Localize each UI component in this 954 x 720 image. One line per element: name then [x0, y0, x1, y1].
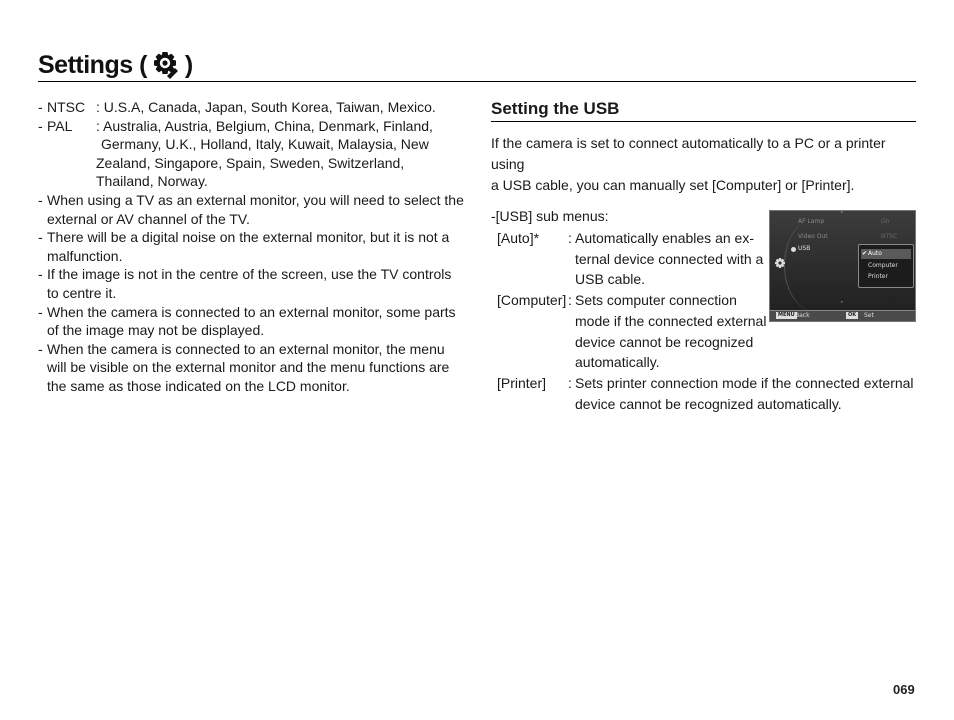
title-prefix: Settings (	[38, 50, 147, 79]
lcd-footer	[770, 310, 915, 321]
term-auto: [Auto]*	[497, 230, 540, 246]
definition-text: device cannot be recognized	[575, 333, 754, 350]
note-text: of the image may not be displayed.	[47, 322, 265, 339]
note-text: When the camera is connected to an external monitor, the menu	[47, 340, 445, 357]
bullet-dash: -	[38, 99, 43, 115]
intro-line: If the camera is set to connect automatically to a PC or a printer using	[491, 135, 886, 172]
option-printer	[861, 272, 911, 282]
note-text: the same as those indicated on the LCD monitor.	[47, 377, 350, 394]
ntsc-label: NTSC	[47, 99, 86, 115]
definition-text: Automatically enables an ex-	[575, 230, 754, 246]
option-computer	[861, 261, 911, 271]
pal-countries-line: Zealand, Singapore, Spain, Sweden, Switzerland,	[96, 154, 405, 171]
term-computer: [Computer]	[497, 292, 567, 309]
pal-countries-line: : Australia, Austria, Belgium, China, Denmark, Finland,	[96, 117, 433, 134]
definition-text: Sets printer connection mode if the connected external	[575, 374, 914, 391]
definition-text: USB cable.	[575, 271, 646, 288]
bullet-dash: -	[38, 117, 43, 134]
definition-text: ternal device connected with a	[575, 250, 764, 267]
section-rule	[491, 121, 916, 122]
menu-item-usb: USB	[798, 245, 811, 252]
ntsc-countries: : U.S.A, Canada, Japan, South Korea, Taiwan, Mexico.	[96, 99, 436, 115]
pal-countries-line: Germany, U.K., Holland, Italy, Kuwait, Malaysia, New	[101, 136, 429, 153]
intro-line: a USB cable, you can manually set [Computer] or [Printer].	[491, 177, 855, 193]
selected-item-dot	[791, 247, 796, 252]
menu-item-video-out: Video Out	[798, 233, 828, 240]
pal-countries-line: Thailand, Norway.	[96, 173, 208, 190]
value-af-lamp: On	[881, 218, 890, 225]
page-title	[38, 50, 193, 80]
definition-text: automatically.	[575, 354, 660, 371]
note-text: external or AV channel of the TV.	[47, 210, 250, 227]
note-text: When the camera is connected to an external monitor, some parts	[47, 303, 456, 320]
term-separator: :	[568, 374, 572, 391]
section-heading: Setting the USB	[491, 99, 620, 118]
tv-notes	[38, 98, 466, 396]
scroll-up-icon: ˆ	[840, 211, 844, 219]
note-text: will be visible on the external monitor and the menu functions are	[47, 359, 450, 376]
option-auto	[861, 249, 911, 259]
bullet-dash: -	[38, 229, 43, 246]
list-item	[38, 228, 466, 247]
value-video-out: NTSC	[881, 233, 898, 240]
list-item	[38, 303, 466, 322]
gear-icon	[774, 257, 786, 269]
note-text: When using a TV as an external monitor, you will need to select the	[47, 191, 464, 208]
definition-text: mode if the connected external	[575, 312, 767, 329]
option-label: Auto	[868, 250, 882, 257]
ntsc-row	[38, 98, 466, 117]
definition-printer	[491, 373, 916, 394]
term-printer: [Printer]	[497, 374, 547, 391]
pal-row	[38, 117, 466, 136]
back-label: Back	[795, 312, 810, 319]
option-label: Computer	[868, 262, 898, 269]
note-text: to centre it.	[47, 284, 117, 301]
note-text: If the image is not in the centre of the screen, use the TV controls	[47, 266, 452, 283]
bullet-dash: -	[38, 340, 43, 357]
list-item	[38, 265, 466, 284]
scroll-down-icon: ˇ	[840, 301, 844, 309]
set-label: Set	[864, 312, 874, 319]
pal-label: PAL	[47, 117, 73, 134]
term-separator: :	[568, 292, 572, 309]
ok-key-icon: OK	[848, 312, 857, 318]
title-rule	[38, 81, 916, 82]
menu-item-af-lamp: AF Lamp	[798, 218, 825, 225]
submenu-title: -[USB] sub menus:	[491, 208, 609, 224]
bullet-dash: -	[38, 303, 43, 320]
option-label: Printer	[868, 273, 888, 280]
term-separator: :	[568, 230, 572, 246]
menu-key-icon: MENU	[778, 312, 795, 318]
list-item	[38, 340, 466, 359]
note-text: There will be a digital noise on the external monitor, but it is not a	[47, 229, 450, 246]
definition-text: device cannot be recognized automatically.	[575, 395, 842, 412]
page-number: 069	[893, 682, 915, 697]
bullet-dash: -	[38, 266, 43, 283]
usb-intro	[491, 133, 916, 196]
bullet-dash: -	[38, 191, 43, 208]
usb-options-popup	[858, 244, 914, 288]
check-icon: ✔	[862, 250, 868, 257]
list-item	[38, 191, 466, 210]
title-suffix: )	[184, 50, 193, 79]
camera-lcd-screenshot	[769, 210, 916, 322]
gear-icon	[151, 50, 181, 80]
note-text: malfunction.	[47, 247, 123, 264]
definition-text: Sets computer connection	[575, 292, 737, 309]
